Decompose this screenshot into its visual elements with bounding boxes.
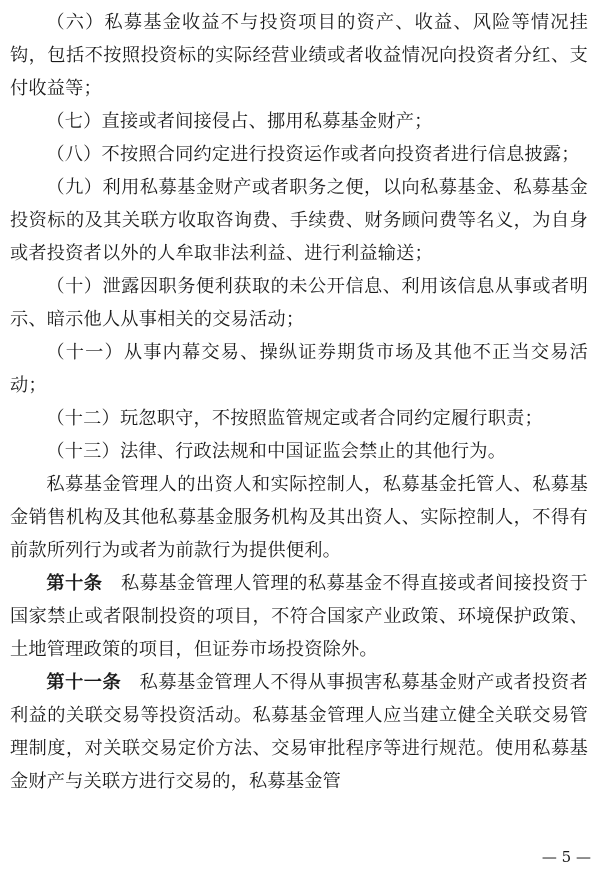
article-10-body: 私募基金管理人管理的私募基金不得直接或者间接投资于国家禁止或者限制投资的项目，不符合国家产业政策、环境保护政策、土地管理政策的项目，但证券市场投资除外。 (10, 573, 588, 660)
clause-9: （九）利用私募基金财产或者职务之便，以向私募基金、私募基金投资标的及其关联方收取咨询费、手续费、财务顾问费等名义，为自身或者投资者以外的人牟取非法利益、进行利益输送； (10, 177, 588, 264)
article-11 (10, 666, 588, 798)
article-10 (10, 567, 588, 666)
clause-13: （十三）法律、行政法规和中国证监会禁止的其他行为。 (46, 441, 507, 462)
clause-12: （十二）玩忽职守，不按照监管规定或者合同约定履行职责； (46, 408, 543, 429)
document-page (10, 6, 588, 798)
clause-11: （十一）从事内幕交易、操纵证券期货市场及其他不正当交易活动； (10, 342, 588, 396)
related-parties-paragraph: 私募基金管理人的出资人和实际控制人，私募基金托管人、私募基金销售机构及其他私募基金服务机构及其出资人、实际控制人，不得有前款所列行为或者为前款行为提供便利。 (10, 474, 588, 561)
article-10-heading: 第十条 (46, 573, 103, 594)
article-11-heading: 第十一条 (46, 672, 122, 693)
article-11-body: 私募基金管理人不得从事损害私募基金财产或者投资者利益的关联交易等投资活动。私募基金管理人应当建立健全关联交易管理制度，对关联交易定价方法、交易审批程序等进行规范。使用私募基金财产与关联方进行交易的，私募基金管 (10, 672, 588, 792)
clause-7: （七）直接或者间接侵占、挪用私募基金财产； (46, 111, 433, 132)
page-number: — 5 — (541, 848, 591, 866)
clause-6: （六）私募基金收益不与投资项目的资产、收益、风险等情况挂钩，包括不按照投资标的实际经营业绩或者收益情况向投资者分红、支付收益等； (10, 12, 588, 99)
clause-8: （八）不按照合同约定进行投资运作或者向投资者进行信息披露； (46, 144, 580, 165)
clause-10: （十）泄露因职务便利获取的未公开信息、利用该信息从事或者明示、暗示他人从事相关的交易活动； (10, 276, 588, 330)
